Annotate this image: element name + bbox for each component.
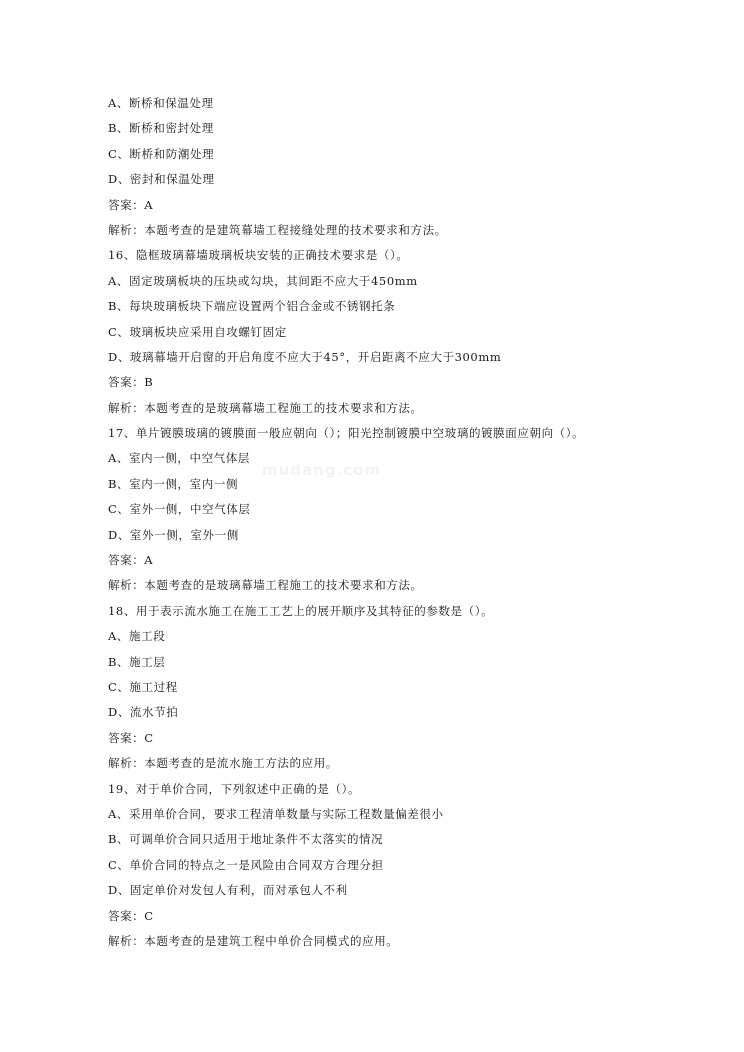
text-line: 答案：A [108, 553, 154, 568]
text-line: D、密封和保温处理 [108, 172, 215, 187]
text-line: 16、隐框玻璃幕墙玻璃板块安装的正确技术要求是（）。 [108, 248, 409, 263]
text-line: A、断桥和保温处理 [108, 96, 214, 110]
text-line: 答案：B [108, 375, 154, 390]
watermark-text: mudang.com [262, 461, 382, 479]
text-line: B、每块玻璃板块下端应设置两个铝合金或不锈钢托条 [108, 299, 396, 314]
text-line: D、室外一侧，室外一侧 [108, 527, 239, 542]
text-line: B、施工层 [108, 654, 166, 669]
text-line: D、流水节拍 [108, 705, 179, 720]
text-line: 解析：本题考查的是玻璃幕墙工程施工的技术要求和方法。 [108, 400, 423, 415]
text-line: 解析：本题考查的是流水施工方法的应用。 [108, 756, 338, 771]
text-line: C、施工过程 [108, 679, 178, 694]
text-line: B、室内一侧，室内一侧 [108, 476, 239, 491]
text-line: A、采用单价合同，要求工程清单数量与实际工程数量偏差很小 [108, 806, 444, 821]
text-line: 答案：C [108, 908, 154, 923]
text-line: D、玻璃幕墙开启窗的开启角度不应大于45°，开启距离不应大于300mm [108, 349, 502, 364]
text-line: 答案：C [108, 730, 154, 745]
text-line: A、施工段 [108, 629, 166, 644]
text-line: 18、用于表示流水施工在施工工艺上的展开顺序及其特征的参数是（）。 [108, 603, 494, 618]
text-line: C、室外一侧，中空气体层 [108, 502, 251, 517]
text-line: C、单价合同的特点之一是风险由合同双方合理分担 [108, 857, 384, 872]
text-line: A、固定玻璃板块的压块或勾块，其间距不应大于450mm [108, 273, 418, 288]
text-line: B、断桥和密封处理 [108, 121, 214, 136]
text-line: D、固定单价对发包人有利，而对承包人不利 [108, 883, 348, 898]
text-line: B、可调单价合同只适用于地址条件不太落实的情况 [108, 832, 384, 847]
question-text-block [108, 91, 708, 954]
text-line: 解析：本题考查的是玻璃幕墙工程施工的技术要求和方法。 [108, 578, 423, 593]
text-line: C、玻璃板块应采用自攻螺钉固定 [108, 324, 287, 339]
text-line: 答案：A [108, 197, 154, 212]
text-line: A、室内一侧，中空气体层 [108, 451, 251, 466]
text-line: 解析：本题考查的是建筑幕墙工程接缝处理的技术要求和方法。 [108, 222, 447, 237]
text-line: 解析：本题考查的是建筑工程中单价合同模式的应用。 [108, 933, 399, 948]
text-line: 17、单片镀膜玻璃的镀膜面一般应朝向（）；阳光控制镀膜中空玻璃的镀膜面应朝向（）。 [108, 426, 585, 441]
text-line: C、断桥和防潮处理 [108, 146, 215, 161]
text-line: 19、对于单价合同，下列叙述中正确的是（）。 [108, 781, 361, 796]
